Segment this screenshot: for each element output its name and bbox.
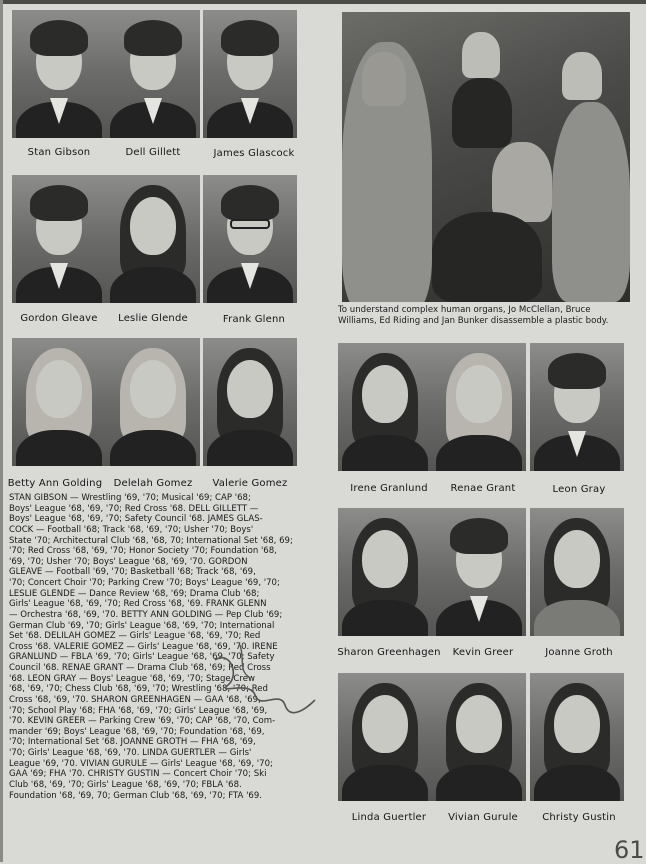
portrait-name: Stan Gibson bbox=[27, 147, 91, 158]
bio-line: Foundation '68, '69, 70; German Club '68, '69, '70; FTA '69. bbox=[9, 790, 263, 801]
bio-line: '70. KEVIN GREER — Parking Crew '69, '70; CAP '68, '70, Com- bbox=[9, 716, 276, 727]
portrait-photo bbox=[106, 10, 200, 138]
portrait-name: Joanne Groth bbox=[545, 647, 613, 658]
portrait-photo bbox=[12, 175, 106, 303]
portrait-photo bbox=[106, 338, 200, 466]
portrait-name: Sharon Greenhagen bbox=[337, 647, 441, 658]
portrait-photo bbox=[530, 343, 624, 471]
bio-line: Girls' League '68, '69, '70; Red Cross '68, '69. FRANK GLENN bbox=[9, 599, 267, 610]
bio-line: Set '68. DELILAH GOMEZ — Girls' League '68, '69, '70; Red bbox=[9, 631, 261, 642]
bio-line: '70; Red Cross '68, '69, '70; Honor Society '70; Foundation '68, bbox=[9, 546, 277, 557]
portrait-name: Vivian Gurule bbox=[448, 812, 518, 823]
portrait-photo bbox=[12, 338, 106, 466]
portrait-name: Renae Grant bbox=[450, 483, 516, 494]
bio-line: Club '68, '69, '70; Girls' League '68, '69, '70; FBLA '68. bbox=[9, 779, 242, 790]
portrait-photo bbox=[338, 508, 432, 636]
portrait-photo bbox=[106, 175, 200, 303]
classroom-photo bbox=[342, 12, 630, 302]
page-edge bbox=[0, 0, 646, 4]
page-number: 61 bbox=[614, 836, 645, 864]
bio-line: mander '69; Boys' League '68, '69, '70; Foundation '68, '69, bbox=[9, 726, 265, 737]
portrait-photo bbox=[432, 673, 526, 801]
portrait-name: Irene Granlund bbox=[350, 483, 428, 494]
portrait-name: Dell Gillett bbox=[125, 147, 181, 158]
glasses-icon bbox=[230, 219, 270, 229]
bio-line: — Orchestra '68, '69, '70. BETTY ANN GOLDING — Pep Club '69; bbox=[9, 609, 283, 620]
portrait-name: Betty Ann Golding bbox=[7, 478, 103, 489]
bio-line: '68. LEON GRAY — Boys' League '68, '69, '70; Stage Crew bbox=[9, 673, 255, 684]
bio-line: Cross '68. VALERIE GOMEZ — Girls' League '68, '69, '70. IRENE bbox=[9, 641, 278, 652]
bio-line: Cross '68, '69, '70. SHARON GREENHAGEN — GAA '68, '69, bbox=[9, 694, 261, 705]
portrait-name: Linda Guertler bbox=[351, 812, 427, 823]
bio-line: '68, '69, '70; Chess Club '68, '69, '70; Wrestling '68, '70; Red bbox=[9, 684, 268, 695]
portrait-photo bbox=[432, 343, 526, 471]
bio-line: GAA '69; FHA '70. CHRISTY GUSTIN — Concert Choir '70; Ski bbox=[9, 769, 267, 780]
bio-line: State '70; Architectural Club '68, '68, 70; International Set '68, 69; bbox=[9, 535, 293, 546]
portrait-name: Leon Gray bbox=[552, 484, 606, 495]
portrait-name: Christy Gustin bbox=[542, 812, 616, 823]
bio-line: Boys' League '68, '69, '70; Red Cross '68. DELL GILLETT — bbox=[9, 503, 259, 514]
portrait-photo bbox=[530, 673, 624, 801]
bio-line: GRANLUND — FBLA '69, '70; Girls' League '68, '69, '70; Safety bbox=[9, 652, 275, 663]
handwritten-signature bbox=[210, 640, 320, 720]
portrait-photo bbox=[203, 338, 297, 466]
portrait-photo bbox=[338, 673, 432, 801]
bio-line: Council '68. RENAE GRANT — Drama Club '68, '69; Red Cross bbox=[9, 663, 271, 673]
portrait-name: Kevin Greer bbox=[452, 647, 514, 658]
bio-line: '70; International Set '68. JOANNE GROTH — FHA '68, '69, bbox=[9, 737, 256, 748]
portrait-name: Frank Glenn bbox=[222, 314, 286, 325]
bio-line: '69, '70; Usher '70; Boys' League '68, '69, '70. GORDON bbox=[9, 556, 248, 567]
photo-caption bbox=[338, 305, 634, 327]
bio-line: German Club '69, '70; Girls' League '68, '69, '70; International bbox=[9, 620, 275, 631]
portrait-photo bbox=[12, 10, 106, 138]
portrait-name: Valerie Gomez bbox=[212, 478, 288, 489]
page-binding-edge bbox=[0, 0, 3, 862]
portrait-photo bbox=[432, 508, 526, 636]
bio-line: GLEAVE — Football '69, '70; Basketball '68; Track '68, '69, bbox=[9, 567, 256, 578]
caption-line: To understand complex human organs, Jo McClellan, Bruce bbox=[338, 305, 591, 315]
bio-line: League '69, '70. VIVIAN GURULE — Girls' League '68, '69, '70; bbox=[9, 758, 273, 769]
portrait-photo bbox=[338, 343, 432, 471]
portrait-name: Delelah Gomez bbox=[113, 478, 193, 489]
caption-line: Williams, Ed Riding and Jan Bunker disassemble a plastic body. bbox=[338, 316, 609, 326]
portrait-name: Leslie Glende bbox=[118, 313, 188, 324]
portrait-name: James Glascock bbox=[213, 148, 295, 159]
portrait-name: Gordon Gleave bbox=[20, 313, 98, 324]
bio-line: '70; Concert Choir '70; Parking Crew '70; Boys' League '69, '70; bbox=[9, 578, 280, 588]
portrait-photo bbox=[530, 508, 624, 636]
bio-line: LESLIE GLENDE — Dance Review '68, '69; Drama Club '68; bbox=[9, 588, 260, 599]
bio-line: STAN GIBSON — Wrestling '69, '70; Musical '69; CAP '68; bbox=[9, 493, 251, 503]
bio-line: '70; Girls' League '68, '69, '70. LINDA GUERTLER — Girls' bbox=[9, 748, 252, 758]
portrait-photo bbox=[203, 10, 297, 138]
portrait-photo bbox=[203, 175, 297, 303]
bio-line: Boys' League '68, '69, '70; Safety Council '68. JAMES GLAS- bbox=[9, 514, 263, 525]
bio-line: '70; School Play '68; FHA '68, '69, '70; Girls' League '68, '69, bbox=[9, 705, 268, 716]
bio-line: COCK — Football '68; Track '68, '69, '70; Usher '70; Boys' bbox=[9, 524, 254, 535]
